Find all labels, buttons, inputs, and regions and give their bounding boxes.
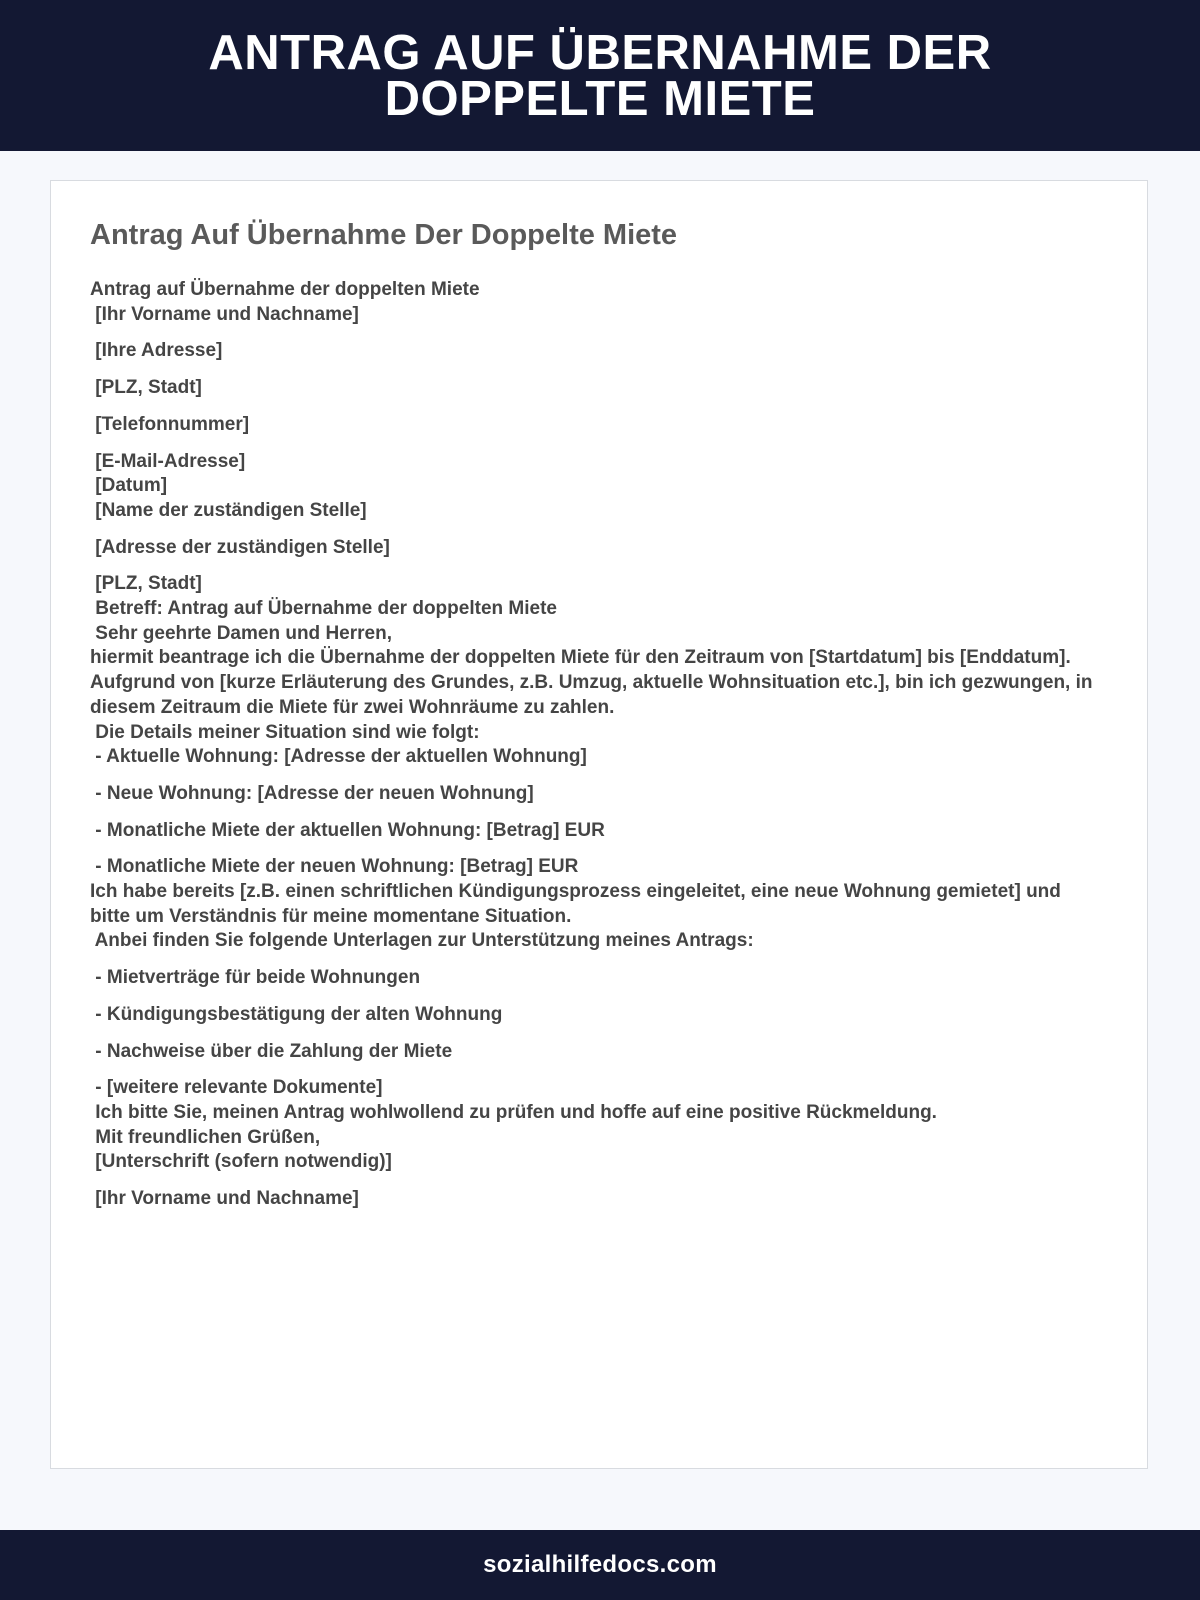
letter-salutation: Sehr geehrte Damen und Herren, [90, 622, 392, 644]
recipient-city: [PLZ, Stadt] [90, 573, 202, 595]
attachments-intro: Anbei finden Sie folgende Unterlagen zur Unterstützung meines Antrags: [90, 930, 754, 952]
recipient-name: [Name der zuständigen Stelle] [90, 499, 367, 521]
letter-subject: Betreff: Antrag auf Übernahme der doppelten Miete [90, 598, 557, 620]
detail-new-flat: - Neue Wohnung: [Adresse der neuen Wohnung] [90, 782, 534, 804]
sender-phone: [Telefonnummer] [90, 413, 250, 435]
signature-placeholder: [Unterschrift (sofern notwendig)] [90, 1151, 392, 1173]
letter-paragraph-situation: Ich habe bereits [z.B. einen schriftlichen Kündigungsprozess eingeleitet, eine neue Wohnung gemietet] und bitte um Verständnis für meine momentane Situation. [90, 881, 1061, 927]
letter-paragraph-request: hiermit beantrage ich die Übernahme der doppelten Miete für den Zeitraum von [Startdatum] bis [Enddatum]. Aufgrund von [kurze Erläuterung des Grundes, z.B. Umzug, aktuelle Wohnsituation etc.], bin ich gezwungen, in diesem Zeitraum die Miete für zwei Wohnräume zu zahlen. [90, 647, 1093, 718]
recipient-address: [Adresse der zuständigen Stelle] [90, 536, 390, 558]
attachment-leases: - Mietverträge für beide Wohnungen [90, 967, 421, 989]
document-card [50, 180, 1148, 1469]
letter-date: [Datum] [90, 475, 168, 497]
detail-current-rent: - Monatliche Miete der aktuellen Wohnung: [Betrag] EUR [90, 819, 605, 841]
details-intro: Die Details meiner Situation sind wie folgt: [90, 721, 480, 743]
page-title: ANTRAG AUF ÜBERNAHME DER DOPPELTE MIETE [208, 25, 992, 126]
footer-banner [0, 1530, 1200, 1600]
sender-address: [Ihre Adresse] [90, 340, 223, 362]
signature-name: [Ihr Vorname und Nachname] [90, 1188, 359, 1210]
footer-site-link[interactable]: sozialhilfedocs.com [483, 1551, 717, 1578]
document-title: Antrag Auf Übernahme Der Doppelte Miete [90, 219, 678, 251]
header-banner [0, 0, 1200, 151]
attachment-other: - [weitere relevante Dokumente] [90, 1077, 383, 1099]
letter-subject-line: Antrag auf Übernahme der doppelten Miete [90, 279, 480, 300]
sender-name: [Ihr Vorname und Nachname] [90, 303, 359, 325]
detail-current-flat: - Aktuelle Wohnung: [Adresse der aktuellen Wohnung] [90, 746, 587, 768]
attachment-payment-proof: - Nachweise über die Zahlung der Miete [90, 1040, 453, 1062]
attachment-termination: - Kündigungsbestätigung der alten Wohnung [90, 1003, 503, 1025]
detail-new-rent: - Monatliche Miete der neuen Wohnung: [Betrag] EUR [90, 856, 579, 878]
sender-email: [E-Mail-Adresse] [90, 450, 246, 472]
letter-closing-request: Ich bitte Sie, meinen Antrag wohlwollend zu prüfen und hoffe auf eine positive Rückmeldung. [90, 1101, 937, 1123]
sender-city: [PLZ, Stadt] [90, 377, 202, 399]
document-body [90, 278, 1100, 1212]
letter-closing: Mit freundlichen Grüßen, [90, 1126, 321, 1148]
